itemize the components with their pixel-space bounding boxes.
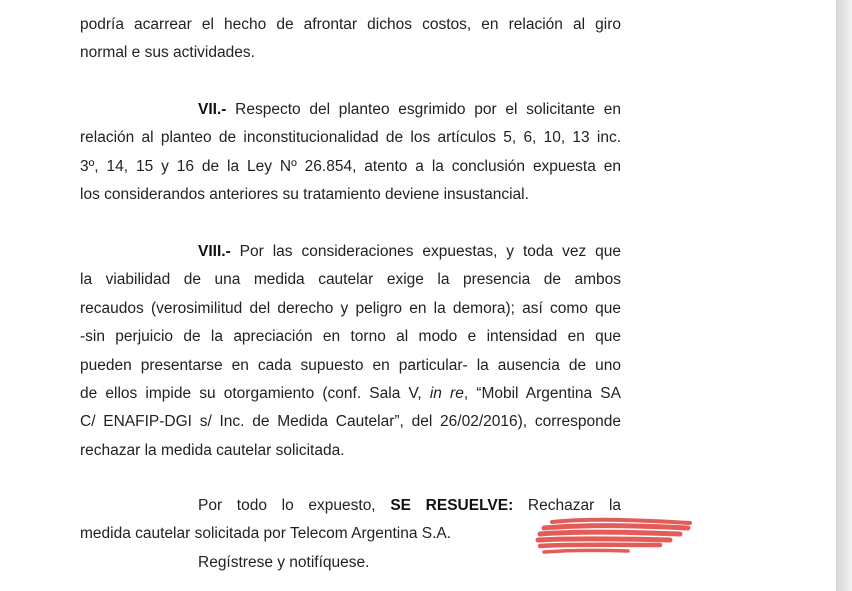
text-line: podría acarrear el hecho de afrontar dichos costos, en relación al giro <box>80 16 621 33</box>
text-line: rechazar la medida cautelar solicitada. <box>80 441 345 459</box>
text-fragment: , “Mobil Argentina SA <box>463 385 621 403</box>
redaction-scribble <box>530 514 700 560</box>
resolve-heading: SE RESUELVE: <box>390 497 514 514</box>
text-fragment: de ellos impide su otorgamiento (conf. Sala V, <box>80 385 430 403</box>
text-line: Regístrese y notifíquese. <box>198 553 370 571</box>
text-line: pueden presentarse en cada supuesto en particular- la ausencia de uno <box>80 356 621 374</box>
page-edge-margin <box>836 0 852 591</box>
paragraph-viii <box>80 238 621 465</box>
text-line: la viabilidad de una medida cautelar exige la presencia de ambos <box>80 271 621 289</box>
text-fragment: Rechazar la <box>513 497 622 514</box>
text-line: C/ ENAFIP-DGI s/ Inc. de Medida Cautelar”, del 26/02/2016), corresponde <box>80 413 621 431</box>
text-fragment: Por todo lo expuesto, <box>198 497 391 514</box>
italic-fragment: in re <box>429 385 464 403</box>
text-line: relación al planteo de inconstitucionalidad de los artículos 5, 6, 10, 13 inc. <box>80 129 621 147</box>
section-heading-vii: VII.- <box>198 101 227 118</box>
text-line <box>80 96 621 124</box>
text-line: 3º, 14, 15 y 16 de la Ley Nº 26.854, atento a la conclusión expuesta en <box>80 157 621 175</box>
text-line: normal e sus actividades. <box>80 44 255 62</box>
text-line: -sin perjuicio de la apreciación en torno al modo e intensidad en que <box>80 328 621 346</box>
text-line <box>80 238 621 266</box>
paragraph-intro <box>80 11 621 68</box>
text-line: recaudos (verosimilitud del derecho y peligro en la demora); así como que <box>80 299 621 317</box>
text-fragment: Por las consideraciones expuestas, y toda vez que <box>230 243 621 260</box>
paragraph-vii <box>80 96 621 210</box>
text-fragment: Respecto del planteo esgrimido por el solicitante en <box>226 101 621 118</box>
section-heading-viii: VIII.- <box>198 243 231 260</box>
text-line <box>80 380 621 408</box>
text-line: medida cautelar solicitada por Telecom Argentina S.A. <box>80 525 452 543</box>
text-line: los considerandos anteriores su tratamiento deviene insustancial. <box>80 186 529 204</box>
